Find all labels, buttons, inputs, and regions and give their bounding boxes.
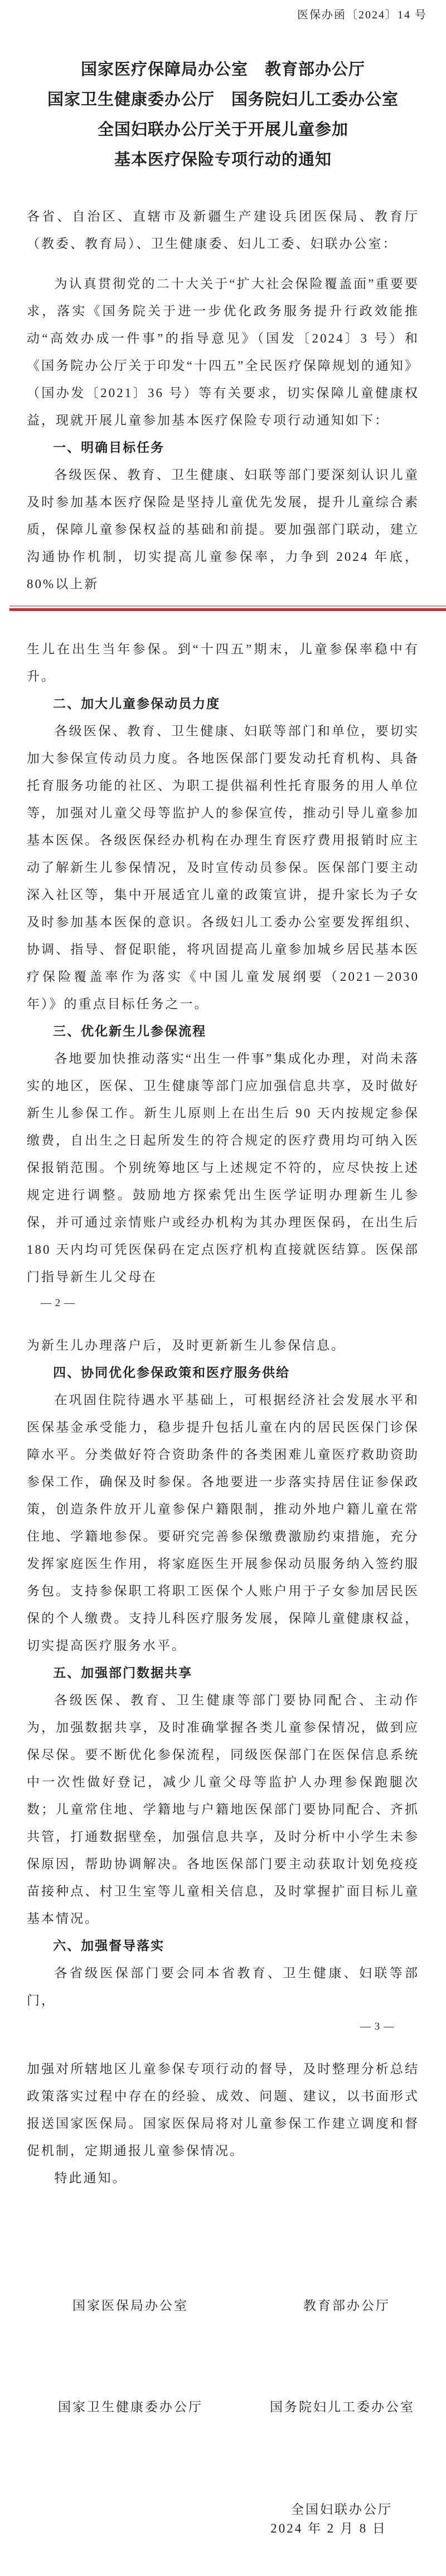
section-6-paragraph-b: 加强对所辖地区儿童参保专项行动的督导，及时整理分析总结政策落实过程中存在的经验、成效、问题、建议，以书面形式报送国家医保局。国家医保局将对儿童参保工作建立调度和督促机制，定期通报儿童参保情况。 xyxy=(27,2062,419,2158)
section-1-heading: 一、明确目标任务 xyxy=(53,440,165,454)
document-title xyxy=(27,55,419,175)
title-line-3: 全国妇联办公厅关于开展儿童参加 xyxy=(97,121,348,139)
section-2-paragraph: 各级医保、教育、卫生健康、妇联等部门和单位，要切实加大参保宣传动员力度。各地医保部门要发动托育机构、具备托育服务功能的社区、为职工提供福利性托育服务的用人单位等，加强对儿童父母等监护人的参保宣传，推动引导儿童参加基本医保。各级医保经办机构在办理生育医疗费用报销时应主动了解新生儿参保情况，及时宣传动员参保。医保部门要主动深入社区等，集中开展适宜儿童的政策宣讲，提升家长为子女及时参加基本医保的意识。各级妇儿工委办公室要发挥组织、协调、指导、督促职能，将巩固提高儿童参加城乡居民基本医疗保险覆盖率作为落实《中国儿童发展纲要（2021－2030 年）》的重点目标任务之一。 xyxy=(27,724,419,1011)
section-4-paragraph: 在巩固住院待遇水平基础上，可根据经济社会发展水平和医保基金承受能力，稳步提升包括儿童在内的居民医保门诊保障水平。分类做好符合资助条件的各类困难儿童医疗救助资助参保工作，确保及时参保。各地要进一步落实持居住证参保政策，创造条件放开儿童参保户籍限制，推动外地户籍儿童在常住地、学籍地参保。要研究完善参保缴费激励约束措施，充分发挥家庭医生作用，将家庭医生开展参保动员服务纳入签约服务包。支持参保职工将职工医保个人账户用于子女参加居民医保的个人缴费。支持儿科医疗服务发展，保障儿童健康权益，切实提高医疗服务水平。 xyxy=(27,1393,419,1653)
red-separator xyxy=(9,605,446,611)
section-3-heading: 三、优化新生儿参保流程 xyxy=(53,1024,207,1038)
document-body xyxy=(27,203,419,2537)
signature-nhc-office: 国家卫生健康委办公厅 xyxy=(58,2400,203,2414)
page-number-3: — 3 — xyxy=(360,2021,395,2032)
issue-date: 2024 年 2 月 8 日 xyxy=(270,2521,387,2535)
title-line-4: 基本医疗保险专项行动的通知 xyxy=(114,151,332,169)
signature-row-3 xyxy=(27,2501,419,2518)
red-separator-thick-line xyxy=(9,608,446,611)
section-5-paragraph: 各级医保、教育、卫生健康等部门要协同配合、主动作为，加强数据共享，及时准确掌握各类儿童参保情况，做到应保尽保。要不断优化参保流程，同级医保部门在医保信息系统中一次性做好登记，减少儿童父母等监护人办理参保跑腿次数；儿童常住地、学籍地与户籍地医保部门要协同配合、齐抓共管，打通数据壁垒，加强信息共享，及时分析中小学生未参保原因，帮助协调解决。各地医保部门要主动获取计划免疫疫苗接种点、村卫生室等儿童相关信息，及时掌握扩面目标儿童基本情况。 xyxy=(27,1693,419,1925)
intro-paragraph: 为认真贯彻党的二十大关于“扩大社会保险覆盖面”重要要求，落实《国务院关于进一步优化政务服务提升行政效能推动“高效办成一件事”的指导意见》（国发〔2024〕3 号）和《国务院办公厅关于印发“十四五”全民医疗保障规划的通知》（国办发〔2021〕36 号）等有关要求，切实保障儿童健康权益，现就开展儿童参加基本医疗保险专项行动通知如下： xyxy=(27,277,419,427)
title-line-2: 国家卫生健康委办公厅 国务院妇儿工委办公室 xyxy=(47,91,399,109)
signature-moe-office: 教育部办公厅 xyxy=(303,2299,390,2313)
signature-nhsa-office: 国家医保局办公室 xyxy=(72,2299,188,2313)
signature-nwccw-office: 国务院妇儿工委办公室 xyxy=(270,2400,415,2414)
closing-note: 特此通知。 xyxy=(54,2171,127,2185)
section-2-heading: 二、加大儿童参保动员力度 xyxy=(53,696,221,711)
signature-row-2 xyxy=(27,2399,419,2416)
section-3-paragraph-b: 为新生儿办理落户后，及时更新新生儿参保信息。 xyxy=(27,1338,346,1352)
section-3-paragraph-a: 各地要加快推动落实“出生一件事”集成化办理，对尚未落实的地区，医保、卫生健康等部门应加强信息共享，及时做好新生儿参保工作。新生儿原则上在出生后 90 天内按规定参保缴费，自出生之日起所发生的符合规定的医疗费用均可纳入医保报销范围。个别统筹地区与上述规定不符的，应尽快按上述规定进行调整。鼓励地方探索凭出生医学证明办理新生儿参保，并可通过亲情账户或经办机构为其办理医保码，在出生后 180 天内均可凭医保码在定点医疗机构直接就医结算。医保部门指导新生儿父母在 xyxy=(27,1052,419,1284)
salutation: 各省、自治区、直辖市及新疆生产建设兵团医保局、教育厅（教委、教育局）、卫生健康委、妇儿工委、妇联办公室： xyxy=(27,209,419,251)
section-6-heading: 六、加强督导落实 xyxy=(53,1938,165,1953)
title-line-1: 国家医疗保障局办公室 教育部办公厅 xyxy=(80,61,365,79)
section-6-paragraph-a: 各省级医保部门要会同本省教育、卫生健康、妇联等部门， xyxy=(27,1966,419,2007)
section-5-heading: 五、加强部门数据共享 xyxy=(53,1665,193,1680)
page-number-2: — 2 — xyxy=(41,1297,75,1309)
signature-row-1 xyxy=(27,2298,419,2314)
section-1-paragraph-b: 生儿在出生当年参保。到“十四五”期末，儿童参保率稳中有升。 xyxy=(27,642,419,683)
signature-acwf-office: 全国妇联办公厅 xyxy=(291,2502,392,2516)
section-4-heading: 四、协同优化参保政策和医疗服务供给 xyxy=(53,1365,290,1380)
doc-number: 医保办函〔2024〕14 号 xyxy=(297,9,427,21)
section-1-paragraph-a: 各级医保、教育、卫生健康、妇联等部门要深刻认识儿童及时参加基本医疗保险是坚持儿童优先发展，提升儿童综合素质，保障儿童参保权益的基础和前提。要加强部门联动，建立沟通协作机制，切实提高儿童参保率，力争到 2024 年底，80%以上新 xyxy=(27,468,419,591)
